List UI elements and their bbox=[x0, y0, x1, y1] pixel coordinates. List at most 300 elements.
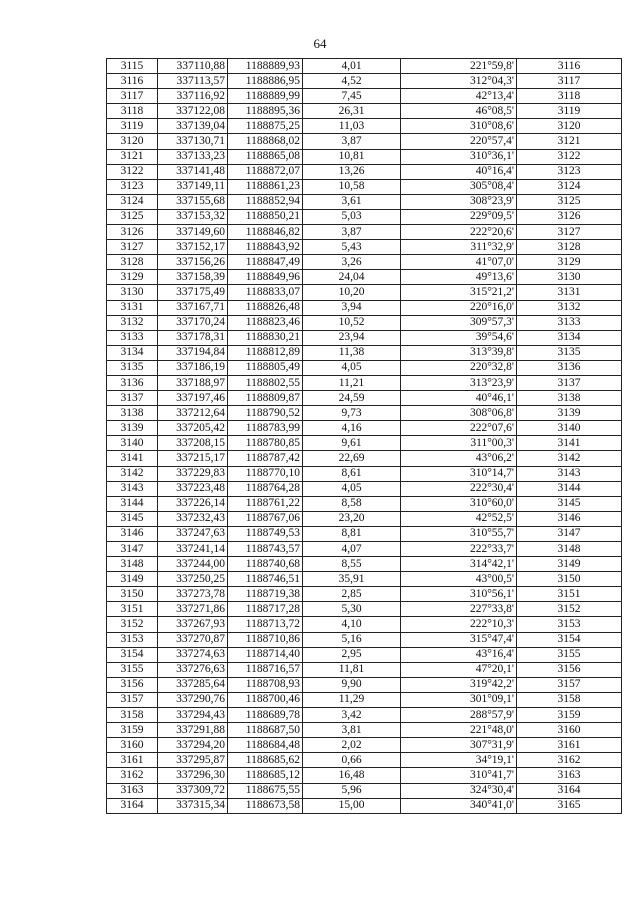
table-row bbox=[107, 632, 622, 647]
direction-angle-cell: 310°08,6' bbox=[401, 119, 517, 134]
point-number-cell: 3129 bbox=[107, 270, 158, 285]
table-row bbox=[107, 330, 622, 345]
length-cell: 3,87 bbox=[303, 134, 401, 149]
point-number-cell: 3157 bbox=[107, 692, 158, 707]
point-number-cell: 3164 bbox=[107, 798, 158, 813]
point-number-cell: 3117 bbox=[107, 89, 158, 104]
table-row bbox=[107, 270, 622, 285]
table-row bbox=[107, 360, 622, 375]
y-coordinate-cell: 1188843,92 bbox=[228, 240, 303, 255]
next-point-cell: 3124 bbox=[517, 179, 622, 194]
table-row bbox=[107, 783, 622, 798]
y-coordinate-cell: 1188687,50 bbox=[228, 723, 303, 738]
next-point-cell: 3143 bbox=[517, 466, 622, 481]
direction-angle-cell: 313°39,8' bbox=[401, 345, 517, 360]
x-coordinate-cell: 337113,57 bbox=[158, 74, 228, 89]
length-cell: 8,61 bbox=[303, 466, 401, 481]
direction-angle-cell: 220°32,8' bbox=[401, 360, 517, 375]
direction-angle-cell: 222°33,7' bbox=[401, 542, 517, 557]
direction-angle-cell: 40°46,1' bbox=[401, 391, 517, 406]
x-coordinate-cell: 337223,48 bbox=[158, 481, 228, 496]
next-point-cell: 3157 bbox=[517, 677, 622, 692]
length-cell: 7,45 bbox=[303, 89, 401, 104]
length-cell: 8,81 bbox=[303, 526, 401, 541]
table-row bbox=[107, 391, 622, 406]
x-coordinate-cell: 337197,46 bbox=[158, 391, 228, 406]
next-point-cell: 3137 bbox=[517, 375, 622, 390]
length-cell: 4,05 bbox=[303, 481, 401, 496]
table-row bbox=[107, 647, 622, 662]
y-coordinate-cell: 1188886,95 bbox=[228, 74, 303, 89]
next-point-cell: 3133 bbox=[517, 315, 622, 330]
y-coordinate-cell: 1188830,21 bbox=[228, 330, 303, 345]
direction-angle-cell: 49°13,6' bbox=[401, 270, 517, 285]
length-cell: 35,91 bbox=[303, 572, 401, 587]
next-point-cell: 3140 bbox=[517, 421, 622, 436]
y-coordinate-cell: 1188787,42 bbox=[228, 451, 303, 466]
next-point-cell: 3152 bbox=[517, 602, 622, 617]
next-point-cell: 3142 bbox=[517, 451, 622, 466]
x-coordinate-cell: 337294,20 bbox=[158, 738, 228, 753]
direction-angle-cell: 310°36,1' bbox=[401, 149, 517, 164]
y-coordinate-cell: 1188746,51 bbox=[228, 572, 303, 587]
table-row bbox=[107, 89, 622, 104]
table-row bbox=[107, 240, 622, 255]
direction-angle-cell: 229°09,5' bbox=[401, 209, 517, 224]
x-coordinate-cell: 337155,68 bbox=[158, 194, 228, 209]
length-cell: 4,05 bbox=[303, 360, 401, 375]
length-cell: 10,20 bbox=[303, 285, 401, 300]
next-point-cell: 3122 bbox=[517, 149, 622, 164]
point-number-cell: 3131 bbox=[107, 300, 158, 315]
next-point-cell: 3151 bbox=[517, 587, 622, 602]
next-point-cell: 3125 bbox=[517, 194, 622, 209]
y-coordinate-cell: 1188850,21 bbox=[228, 209, 303, 224]
direction-angle-cell: 319°42,2' bbox=[401, 677, 517, 692]
next-point-cell: 3136 bbox=[517, 360, 622, 375]
direction-angle-cell: 305°08,4' bbox=[401, 179, 517, 194]
x-coordinate-cell: 337170,24 bbox=[158, 315, 228, 330]
y-coordinate-cell: 1188833,07 bbox=[228, 285, 303, 300]
next-point-cell: 3135 bbox=[517, 345, 622, 360]
length-cell: 11,03 bbox=[303, 119, 401, 134]
direction-angle-cell: 312°04,3' bbox=[401, 74, 517, 89]
next-point-cell: 3155 bbox=[517, 647, 622, 662]
direction-angle-cell: 222°07,6' bbox=[401, 421, 517, 436]
point-number-cell: 3115 bbox=[107, 59, 158, 74]
point-number-cell: 3119 bbox=[107, 119, 158, 134]
table-row bbox=[107, 526, 622, 541]
x-coordinate-cell: 337194,84 bbox=[158, 345, 228, 360]
next-point-cell: 3164 bbox=[517, 783, 622, 798]
length-cell: 2,95 bbox=[303, 647, 401, 662]
table-row bbox=[107, 542, 622, 557]
point-number-cell: 3133 bbox=[107, 330, 158, 345]
y-coordinate-cell: 1188875,25 bbox=[228, 119, 303, 134]
table-row bbox=[107, 753, 622, 768]
next-point-cell: 3130 bbox=[517, 270, 622, 285]
x-coordinate-cell: 337309,72 bbox=[158, 783, 228, 798]
x-coordinate-cell: 337178,31 bbox=[158, 330, 228, 345]
y-coordinate-cell: 1188895,36 bbox=[228, 104, 303, 119]
y-coordinate-cell: 1188770,10 bbox=[228, 466, 303, 481]
table-row bbox=[107, 209, 622, 224]
y-coordinate-cell: 1188780,85 bbox=[228, 436, 303, 451]
x-coordinate-cell: 337241,14 bbox=[158, 542, 228, 557]
point-number-cell: 3120 bbox=[107, 134, 158, 149]
x-coordinate-cell: 337276,63 bbox=[158, 662, 228, 677]
x-coordinate-cell: 337273,78 bbox=[158, 587, 228, 602]
x-coordinate-cell: 337244,00 bbox=[158, 557, 228, 572]
y-coordinate-cell: 1188685,62 bbox=[228, 753, 303, 768]
next-point-cell: 3126 bbox=[517, 209, 622, 224]
y-coordinate-cell: 1188767,06 bbox=[228, 511, 303, 526]
length-cell: 3,87 bbox=[303, 225, 401, 240]
direction-angle-cell: 310°55,7' bbox=[401, 526, 517, 541]
next-point-cell: 3146 bbox=[517, 511, 622, 526]
direction-angle-cell: 310°41,7' bbox=[401, 768, 517, 783]
direction-angle-cell: 311°32,9' bbox=[401, 240, 517, 255]
point-number-cell: 3149 bbox=[107, 572, 158, 587]
next-point-cell: 3160 bbox=[517, 723, 622, 738]
length-cell: 5,03 bbox=[303, 209, 401, 224]
length-cell: 9,61 bbox=[303, 436, 401, 451]
direction-angle-cell: 309°57,3' bbox=[401, 315, 517, 330]
y-coordinate-cell: 1188710,86 bbox=[228, 632, 303, 647]
table-row bbox=[107, 406, 622, 421]
x-coordinate-cell: 337110,88 bbox=[158, 59, 228, 74]
table-row bbox=[107, 74, 622, 89]
x-coordinate-cell: 337232,43 bbox=[158, 511, 228, 526]
y-coordinate-cell: 1188717,28 bbox=[228, 602, 303, 617]
point-number-cell: 3130 bbox=[107, 285, 158, 300]
direction-angle-cell: 301°09,1' bbox=[401, 692, 517, 707]
point-number-cell: 3137 bbox=[107, 391, 158, 406]
y-coordinate-cell: 1188868,02 bbox=[228, 134, 303, 149]
x-coordinate-cell: 337274,63 bbox=[158, 647, 228, 662]
length-cell: 3,42 bbox=[303, 708, 401, 723]
point-number-cell: 3118 bbox=[107, 104, 158, 119]
direction-angle-cell: 221°59,8' bbox=[401, 59, 517, 74]
y-coordinate-cell: 1188716,57 bbox=[228, 662, 303, 677]
direction-angle-cell: 308°06,8' bbox=[401, 406, 517, 421]
next-point-cell: 3121 bbox=[517, 134, 622, 149]
direction-angle-cell: 42°13,4' bbox=[401, 89, 517, 104]
point-number-cell: 3160 bbox=[107, 738, 158, 753]
next-point-cell: 3154 bbox=[517, 632, 622, 647]
y-coordinate-cell: 1188861,23 bbox=[228, 179, 303, 194]
next-point-cell: 3128 bbox=[517, 240, 622, 255]
y-coordinate-cell: 1188689,78 bbox=[228, 708, 303, 723]
next-point-cell: 3138 bbox=[517, 391, 622, 406]
x-coordinate-cell: 337296,30 bbox=[158, 768, 228, 783]
direction-angle-cell: 311°00,3' bbox=[401, 436, 517, 451]
point-number-cell: 3134 bbox=[107, 345, 158, 360]
y-coordinate-cell: 1188872,07 bbox=[228, 164, 303, 179]
y-coordinate-cell: 1188673,58 bbox=[228, 798, 303, 813]
x-coordinate-cell: 337133,23 bbox=[158, 149, 228, 164]
table-row bbox=[107, 134, 622, 149]
x-coordinate-cell: 337271,86 bbox=[158, 602, 228, 617]
length-cell: 26,31 bbox=[303, 104, 401, 119]
x-coordinate-cell: 337212,64 bbox=[158, 406, 228, 421]
y-coordinate-cell: 1188823,46 bbox=[228, 315, 303, 330]
point-number-cell: 3127 bbox=[107, 240, 158, 255]
direction-angle-cell: 43°06,2' bbox=[401, 451, 517, 466]
length-cell: 5,16 bbox=[303, 632, 401, 647]
direction-angle-cell: 227°33,8' bbox=[401, 602, 517, 617]
length-cell: 8,55 bbox=[303, 557, 401, 572]
length-cell: 9,73 bbox=[303, 406, 401, 421]
y-coordinate-cell: 1188761,22 bbox=[228, 496, 303, 511]
next-point-cell: 3162 bbox=[517, 753, 622, 768]
direction-angle-cell: 34°19,1' bbox=[401, 753, 517, 768]
table-row bbox=[107, 572, 622, 587]
table-row bbox=[107, 511, 622, 526]
y-coordinate-cell: 1188708,93 bbox=[228, 677, 303, 692]
y-coordinate-cell: 1188764,28 bbox=[228, 481, 303, 496]
x-coordinate-cell: 337267,93 bbox=[158, 617, 228, 632]
length-cell: 3,26 bbox=[303, 255, 401, 270]
table-row bbox=[107, 602, 622, 617]
direction-angle-cell: 340°41,0' bbox=[401, 798, 517, 813]
x-coordinate-cell: 337116,92 bbox=[158, 89, 228, 104]
x-coordinate-cell: 337130,71 bbox=[158, 134, 228, 149]
table-row bbox=[107, 587, 622, 602]
x-coordinate-cell: 337285,64 bbox=[158, 677, 228, 692]
y-coordinate-cell: 1188714,40 bbox=[228, 647, 303, 662]
y-coordinate-cell: 1188805,49 bbox=[228, 360, 303, 375]
point-number-cell: 3141 bbox=[107, 451, 158, 466]
x-coordinate-cell: 337229,83 bbox=[158, 466, 228, 481]
length-cell: 22,69 bbox=[303, 451, 401, 466]
direction-angle-cell: 314°42,1' bbox=[401, 557, 517, 572]
length-cell: 11,21 bbox=[303, 375, 401, 390]
x-coordinate-cell: 337149,11 bbox=[158, 179, 228, 194]
direction-angle-cell: 307°31,9' bbox=[401, 738, 517, 753]
coordinates-table bbox=[106, 58, 622, 814]
table-row bbox=[107, 119, 622, 134]
x-coordinate-cell: 337122,08 bbox=[158, 104, 228, 119]
direction-angle-cell: 315°47,4' bbox=[401, 632, 517, 647]
length-cell: 4,01 bbox=[303, 59, 401, 74]
length-cell: 23,20 bbox=[303, 511, 401, 526]
table-row bbox=[107, 617, 622, 632]
length-cell: 13,26 bbox=[303, 164, 401, 179]
y-coordinate-cell: 1188889,99 bbox=[228, 89, 303, 104]
length-cell: 5,96 bbox=[303, 783, 401, 798]
next-point-cell: 3123 bbox=[517, 164, 622, 179]
y-coordinate-cell: 1188826,48 bbox=[228, 300, 303, 315]
y-coordinate-cell: 1188889,93 bbox=[228, 59, 303, 74]
direction-angle-cell: 46°08,5' bbox=[401, 104, 517, 119]
x-coordinate-cell: 337188,97 bbox=[158, 375, 228, 390]
point-number-cell: 3163 bbox=[107, 783, 158, 798]
table-row bbox=[107, 149, 622, 164]
x-coordinate-cell: 337250,25 bbox=[158, 572, 228, 587]
x-coordinate-cell: 337156,26 bbox=[158, 255, 228, 270]
length-cell: 4,52 bbox=[303, 74, 401, 89]
x-coordinate-cell: 337149,60 bbox=[158, 225, 228, 240]
x-coordinate-cell: 337315,34 bbox=[158, 798, 228, 813]
point-number-cell: 3143 bbox=[107, 481, 158, 496]
table-row bbox=[107, 421, 622, 436]
table-row bbox=[107, 194, 622, 209]
point-number-cell: 3162 bbox=[107, 768, 158, 783]
point-number-cell: 3156 bbox=[107, 677, 158, 692]
direction-angle-cell: 310°14,7' bbox=[401, 466, 517, 481]
y-coordinate-cell: 1188852,94 bbox=[228, 194, 303, 209]
table-row bbox=[107, 164, 622, 179]
point-number-cell: 3135 bbox=[107, 360, 158, 375]
length-cell: 3,81 bbox=[303, 723, 401, 738]
next-point-cell: 3116 bbox=[517, 59, 622, 74]
y-coordinate-cell: 1188790,52 bbox=[228, 406, 303, 421]
x-coordinate-cell: 337215,17 bbox=[158, 451, 228, 466]
table-row bbox=[107, 496, 622, 511]
length-cell: 8,58 bbox=[303, 496, 401, 511]
x-coordinate-cell: 337153,32 bbox=[158, 209, 228, 224]
point-number-cell: 3138 bbox=[107, 406, 158, 421]
direction-angle-cell: 220°57,4' bbox=[401, 134, 517, 149]
point-number-cell: 3142 bbox=[107, 466, 158, 481]
next-point-cell: 3139 bbox=[517, 406, 622, 421]
length-cell: 11,81 bbox=[303, 662, 401, 677]
length-cell: 10,52 bbox=[303, 315, 401, 330]
next-point-cell: 3129 bbox=[517, 255, 622, 270]
direction-angle-cell: 220°16,0' bbox=[401, 300, 517, 315]
table-row bbox=[107, 692, 622, 707]
next-point-cell: 3159 bbox=[517, 708, 622, 723]
next-point-cell: 3144 bbox=[517, 481, 622, 496]
next-point-cell: 3163 bbox=[517, 768, 622, 783]
y-coordinate-cell: 1188865,08 bbox=[228, 149, 303, 164]
x-coordinate-cell: 337208,15 bbox=[158, 436, 228, 451]
y-coordinate-cell: 1188847,49 bbox=[228, 255, 303, 270]
point-number-cell: 3154 bbox=[107, 647, 158, 662]
x-coordinate-cell: 337294,43 bbox=[158, 708, 228, 723]
point-number-cell: 3128 bbox=[107, 255, 158, 270]
length-cell: 16,48 bbox=[303, 768, 401, 783]
next-point-cell: 3141 bbox=[517, 436, 622, 451]
length-cell: 9,90 bbox=[303, 677, 401, 692]
point-number-cell: 3150 bbox=[107, 587, 158, 602]
point-number-cell: 3152 bbox=[107, 617, 158, 632]
next-point-cell: 3147 bbox=[517, 526, 622, 541]
y-coordinate-cell: 1188812,89 bbox=[228, 345, 303, 360]
next-point-cell: 3131 bbox=[517, 285, 622, 300]
point-number-cell: 3145 bbox=[107, 511, 158, 526]
y-coordinate-cell: 1188743,57 bbox=[228, 542, 303, 557]
x-coordinate-cell: 337270,87 bbox=[158, 632, 228, 647]
y-coordinate-cell: 1188675,55 bbox=[228, 783, 303, 798]
next-point-cell: 3165 bbox=[517, 798, 622, 813]
point-number-cell: 3124 bbox=[107, 194, 158, 209]
direction-angle-cell: 324°30,4' bbox=[401, 783, 517, 798]
point-number-cell: 3136 bbox=[107, 375, 158, 390]
point-number-cell: 3121 bbox=[107, 149, 158, 164]
table-row bbox=[107, 255, 622, 270]
direction-angle-cell: 41°07,0' bbox=[401, 255, 517, 270]
point-number-cell: 3153 bbox=[107, 632, 158, 647]
table-row bbox=[107, 179, 622, 194]
x-coordinate-cell: 337205,42 bbox=[158, 421, 228, 436]
table-row bbox=[107, 708, 622, 723]
direction-angle-cell: 221°48,0' bbox=[401, 723, 517, 738]
table-row bbox=[107, 375, 622, 390]
point-number-cell: 3123 bbox=[107, 179, 158, 194]
length-cell: 10,58 bbox=[303, 179, 401, 194]
table-row bbox=[107, 300, 622, 315]
next-point-cell: 3153 bbox=[517, 617, 622, 632]
x-coordinate-cell: 337186,19 bbox=[158, 360, 228, 375]
table-row bbox=[107, 315, 622, 330]
table-row bbox=[107, 466, 622, 481]
direction-angle-cell: 308°23,9' bbox=[401, 194, 517, 209]
length-cell: 24,59 bbox=[303, 391, 401, 406]
next-point-cell: 3150 bbox=[517, 572, 622, 587]
next-point-cell: 3118 bbox=[517, 89, 622, 104]
point-number-cell: 3161 bbox=[107, 753, 158, 768]
direction-angle-cell: 43°16,4' bbox=[401, 647, 517, 662]
next-point-cell: 3158 bbox=[517, 692, 622, 707]
direction-angle-cell: 43°00,5' bbox=[401, 572, 517, 587]
next-point-cell: 3149 bbox=[517, 557, 622, 572]
length-cell: 2,02 bbox=[303, 738, 401, 753]
direction-angle-cell: 222°30,4' bbox=[401, 481, 517, 496]
x-coordinate-cell: 337247,63 bbox=[158, 526, 228, 541]
x-coordinate-cell: 337141,48 bbox=[158, 164, 228, 179]
length-cell: 3,61 bbox=[303, 194, 401, 209]
table-row bbox=[107, 451, 622, 466]
direction-angle-cell: 42°52,5' bbox=[401, 511, 517, 526]
next-point-cell: 3119 bbox=[517, 104, 622, 119]
table-row bbox=[107, 768, 622, 783]
table-row bbox=[107, 285, 622, 300]
next-point-cell: 3132 bbox=[517, 300, 622, 315]
table-row bbox=[107, 436, 622, 451]
length-cell: 15,00 bbox=[303, 798, 401, 813]
point-number-cell: 3159 bbox=[107, 723, 158, 738]
x-coordinate-cell: 337291,88 bbox=[158, 723, 228, 738]
table-row bbox=[107, 59, 622, 74]
x-coordinate-cell: 337167,71 bbox=[158, 300, 228, 315]
table-row bbox=[107, 723, 622, 738]
point-number-cell: 3147 bbox=[107, 542, 158, 557]
direction-angle-cell: 288°57,9' bbox=[401, 708, 517, 723]
point-number-cell: 3122 bbox=[107, 164, 158, 179]
point-number-cell: 3158 bbox=[107, 708, 158, 723]
y-coordinate-cell: 1188846,82 bbox=[228, 225, 303, 240]
x-coordinate-cell: 337158,39 bbox=[158, 270, 228, 285]
point-number-cell: 3151 bbox=[107, 602, 158, 617]
table-row bbox=[107, 677, 622, 692]
direction-angle-cell: 315°21,2' bbox=[401, 285, 517, 300]
length-cell: 4,10 bbox=[303, 617, 401, 632]
point-number-cell: 3126 bbox=[107, 225, 158, 240]
y-coordinate-cell: 1188849,96 bbox=[228, 270, 303, 285]
x-coordinate-cell: 337226,14 bbox=[158, 496, 228, 511]
y-coordinate-cell: 1188685,12 bbox=[228, 768, 303, 783]
direction-angle-cell: 222°20,6' bbox=[401, 225, 517, 240]
table-row bbox=[107, 481, 622, 496]
next-point-cell: 3134 bbox=[517, 330, 622, 345]
x-coordinate-cell: 337290,76 bbox=[158, 692, 228, 707]
next-point-cell: 3120 bbox=[517, 119, 622, 134]
point-number-cell: 3139 bbox=[107, 421, 158, 436]
length-cell: 2,85 bbox=[303, 587, 401, 602]
length-cell: 23,94 bbox=[303, 330, 401, 345]
